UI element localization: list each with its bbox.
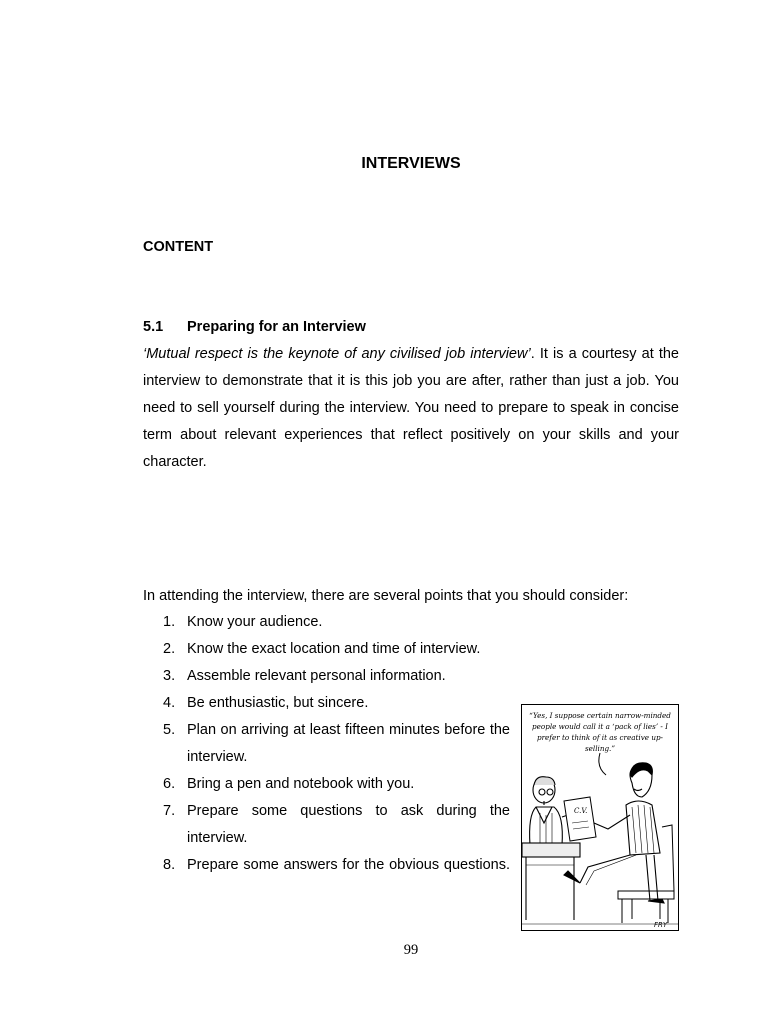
list-item <box>143 717 510 771</box>
list-item-text: Prepare some questions to ask during the interview. <box>187 803 510 846</box>
list-item-number: 5. <box>163 722 176 738</box>
cartoon-illustration <box>522 705 678 930</box>
interview-cartoon <box>521 704 679 931</box>
section-heading <box>143 319 366 335</box>
cartoon-caption: “Yes, I suppose certain narrow-minded people would call it a ‘pack of lies’ - I prefer to think of it as creative up-selling.” <box>529 711 671 753</box>
list-item-text: Know your audience. <box>187 614 323 630</box>
section-body: . It is a courtesy at the interview to demonstrate that it is this job you are after, rather than just a job. You need to sell yourself during the interview. You need to prepare to speak in concise term about relevant experiences that reflect positively on your skills and your character. <box>143 346 679 470</box>
desk <box>522 843 580 920</box>
content-heading: CONTENT <box>143 239 214 255</box>
section-quote: ‘Mutual respect is the keynote of any civilised job interview’ <box>143 346 531 362</box>
list-item <box>143 609 510 636</box>
list-item-number: 1. <box>163 614 176 630</box>
list-item-text: Prepare some answers for the obvious questions. <box>187 857 510 873</box>
points-list <box>143 609 510 879</box>
list-item-number: 4. <box>163 695 176 711</box>
section-number: 5.1 <box>143 319 164 335</box>
page-number: 99 <box>403 942 419 958</box>
list-item <box>143 798 510 852</box>
list-item <box>143 690 510 717</box>
list-item-number: 8. <box>163 857 176 873</box>
list-item-number: 6. <box>163 776 176 792</box>
cv-label: C.V. <box>574 807 588 815</box>
list-item-text: Plan on arriving at least fifteen minutes before the interview. <box>187 722 510 765</box>
list-item-number: 3. <box>163 668 176 684</box>
points-intro: In attending the interview, there are several points that you should consider: <box>143 588 629 604</box>
list-item <box>143 852 510 879</box>
list-item-text: Know the exact location and time of interview. <box>187 641 481 657</box>
page-title: INTERVIEWS <box>361 155 461 172</box>
list-item-text: Bring a pen and notebook with you. <box>187 776 415 792</box>
list-item <box>143 636 510 663</box>
list-item <box>143 771 510 798</box>
cv-document <box>564 797 596 841</box>
list-item-number: 7. <box>163 803 176 819</box>
section-title: Preparing for an Interview <box>187 319 366 335</box>
list-item-text: Assemble relevant personal information. <box>187 668 446 684</box>
section-paragraph <box>143 341 679 476</box>
list-item-text: Be enthusiastic, but sincere. <box>187 695 369 711</box>
cartoon-signature: FRY <box>654 921 668 929</box>
list-item <box>143 663 510 690</box>
list-item-number: 2. <box>163 641 176 657</box>
